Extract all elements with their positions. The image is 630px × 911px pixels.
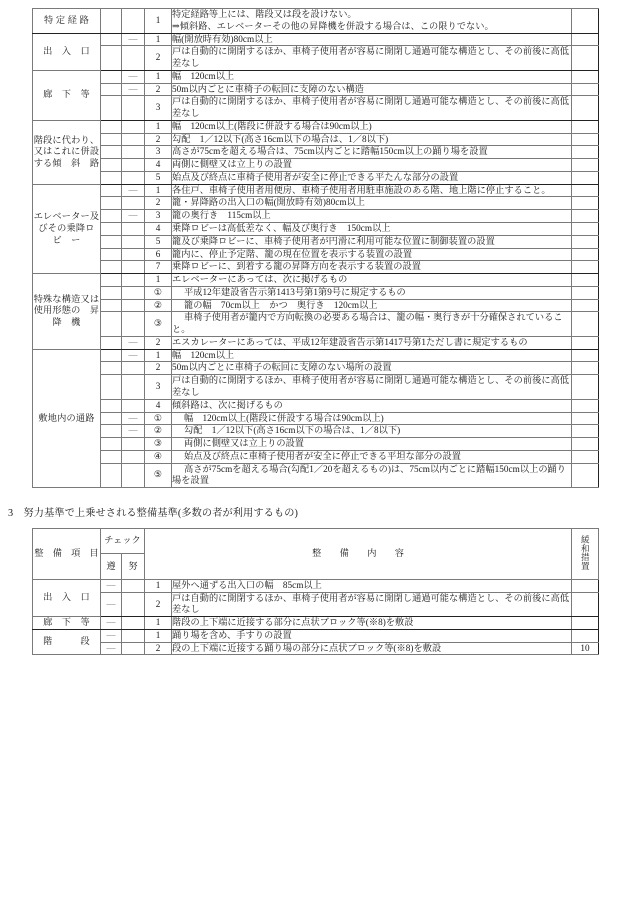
row-number: 7: [145, 261, 172, 274]
relaxation-cell: [572, 120, 599, 133]
relaxation-cell: [572, 184, 599, 197]
row-number: 1: [145, 70, 172, 83]
item-label-text: 特 定 経 路: [44, 14, 89, 25]
row-number: 3: [145, 96, 172, 121]
relaxation-cell: [572, 617, 599, 630]
check-cell-b[interactable]: —: [122, 336, 145, 349]
section-heading: 3 努力基準で上乗せされる整備基準(多数の者が利用するもの): [8, 508, 298, 520]
requirement-text: 戸は自動的に開閉するほか、車椅子使用者が容易に開閉し通過可能な構造とし、その前後に高低差なし: [172, 46, 572, 71]
relaxation-cell: [572, 362, 599, 375]
relaxation-cell: [572, 159, 599, 172]
check-cell-a[interactable]: [101, 261, 122, 274]
requirement-text: 戸は自動的に開閉するほか、車椅子使用者が容易に開閉し通過可能な構造とし、その前後に高低差なし: [172, 96, 572, 121]
check-cell-b[interactable]: [122, 312, 145, 337]
relaxation-cell: [572, 592, 599, 617]
table-row: [33, 261, 599, 274]
table-row: [33, 463, 599, 488]
check-cell-b[interactable]: —: [122, 210, 145, 223]
check-cell-a[interactable]: [101, 362, 122, 375]
item-label: [33, 274, 109, 350]
item-label: [33, 629, 101, 655]
table-row: [33, 286, 599, 299]
relaxation-cell: [572, 235, 599, 248]
row-number: 2: [145, 197, 172, 210]
check-cell-b[interactable]: [122, 146, 145, 159]
check-cell-b[interactable]: —: [122, 184, 145, 197]
relaxation-cell: [572, 96, 599, 121]
requirement-text: エレベーターにあっては、次に掲げるもの: [172, 274, 572, 287]
requirement-text: 高さが75cmを超える場合(勾配1／20を超えるもの)は、75cm以内ごとに踏幅150cm以上の踊り場を設置: [172, 463, 572, 488]
row-number: 5: [145, 235, 172, 248]
row-number: ②: [145, 299, 172, 312]
check-cell-a[interactable]: [101, 70, 122, 83]
table-row: [33, 133, 599, 146]
row-number: ③: [145, 312, 172, 337]
check-cell-b[interactable]: [122, 223, 145, 236]
check-cell-b[interactable]: [122, 248, 145, 261]
table-row: [33, 312, 599, 337]
requirement-text: 車椅子使用者が籠内で方向転換の必要ある場合は、籠の幅・奥行きが十分確保されていること。: [172, 312, 572, 337]
requirement-text: 幅 120cm以上(階段に併設する場合は90cm以上): [172, 120, 572, 133]
item-label: [33, 579, 101, 616]
row-number: 4: [145, 223, 172, 236]
check-cell-b[interactable]: [122, 399, 145, 412]
row-number: ①: [145, 286, 172, 299]
row-number: 1: [145, 617, 172, 630]
check-cell-b[interactable]: [122, 9, 145, 34]
table-row: [33, 274, 599, 287]
row-number: 3: [145, 375, 172, 400]
table-row: [33, 46, 599, 71]
relaxation-cell: [572, 425, 599, 438]
check-cell-a[interactable]: [101, 248, 122, 261]
check-cell-b[interactable]: [122, 286, 145, 299]
check-cell-b[interactable]: [122, 438, 145, 451]
row-number: 1: [145, 274, 172, 287]
requirement-text: 乗降ロビーは高低差なく、幅及び奥行き 150cm以上: [172, 223, 572, 236]
item-label: [33, 9, 101, 34]
table-row: [33, 120, 599, 133]
table1-body: [33, 9, 599, 488]
row-number: 1: [145, 120, 172, 133]
item-label: [33, 70, 101, 120]
relaxation-cell: [572, 579, 599, 592]
item-label-text: 出 入 口: [43, 592, 90, 603]
row-number: 3: [145, 210, 172, 223]
table-row: [33, 629, 599, 642]
relaxation-cell: [572, 399, 599, 412]
row-number: 1: [145, 629, 172, 642]
check-cell-b[interactable]: [122, 642, 145, 655]
header-check-a: 遵: [101, 554, 122, 579]
check-cell-b[interactable]: [122, 299, 145, 312]
table-row: [33, 197, 599, 210]
requirement-text: 戸は自動的に開閉するほか、車椅子使用者が容易に開閉し通過可能な構造とし、その前後に高低差なし: [172, 592, 572, 617]
requirement-text: 50m以内ごとに車椅子の転回に支障のない場所の設置: [172, 362, 572, 375]
row-number: 5: [145, 171, 172, 184]
requirement-text: 各住戸、車椅子使用者用便房、車椅子使用者用駐車施設のある階、地上階に停止すること。: [172, 184, 572, 197]
table-row: [33, 399, 599, 412]
requirement-text: 籠及び乗降ロビーに、車椅子使用者が円滑に利用可能な位置に制御装置の設置: [172, 235, 572, 248]
header-content-column: 整 備 内 容: [145, 529, 572, 580]
check-cell-b[interactable]: [122, 450, 145, 463]
requirement-text: 両側に側壁又は立上りの設置: [172, 438, 572, 451]
relaxation-cell: [572, 70, 599, 83]
item-label: [33, 184, 104, 273]
relaxation-cell: [572, 412, 599, 425]
table-row: [33, 617, 599, 630]
row-number: 2: [145, 133, 172, 146]
row-number: 2: [145, 83, 172, 96]
check-cell-b[interactable]: [122, 120, 145, 133]
item-label-text: 廊 下 等: [43, 89, 90, 100]
table-row: [33, 83, 599, 96]
requirement-text: 籠の幅 70cm以上 かつ 奥行き 120cm以上: [172, 299, 572, 312]
check-cell-a[interactable]: [101, 463, 122, 488]
check-cell-a[interactable]: [101, 375, 122, 400]
table-row: [33, 375, 599, 400]
requirement-text: 幅 120cm以上: [172, 70, 572, 83]
check-cell-a[interactable]: [101, 450, 122, 463]
table-row: [33, 33, 599, 46]
relaxation-cell: [572, 133, 599, 146]
table-row: [33, 146, 599, 159]
check-cell-b[interactable]: [122, 171, 145, 184]
row-number: 2: [145, 46, 172, 71]
table-row: [33, 159, 599, 172]
check-cell-a[interactable]: [101, 184, 122, 197]
row-number: 4: [145, 399, 172, 412]
table-row: [33, 96, 599, 121]
table-row: [33, 336, 599, 349]
row-number: 1: [145, 349, 172, 362]
check-cell-b[interactable]: [122, 463, 145, 488]
check-cell-b[interactable]: —: [122, 349, 145, 362]
requirement-text: エスカレーターにあっては、平成12年建設省告示第1417号第1ただし書に規定するもの: [172, 336, 572, 349]
check-cell-a[interactable]: [101, 438, 122, 451]
check-cell-a[interactable]: [101, 235, 122, 248]
table2-header-row-1: [33, 529, 599, 554]
relaxation-cell: [572, 171, 599, 184]
requirement-text: 階段の上下端に近接する部分に点状ブロック等(※8)を敷設: [172, 617, 572, 630]
table2-body: [33, 579, 599, 655]
relaxation-cell: [572, 450, 599, 463]
requirement-text: 50m以内ごとに車椅子の転回に支障のない構造: [172, 83, 572, 96]
check-cell-a[interactable]: [101, 46, 122, 71]
check-cell-a[interactable]: [101, 120, 122, 133]
relaxation-cell: [572, 210, 599, 223]
relaxation-cell: 10: [572, 642, 599, 655]
check-cell-a[interactable]: [101, 171, 122, 184]
row-number: 1: [145, 9, 172, 34]
requirement-text: 両側に側壁又は立上りの設置: [172, 159, 572, 172]
check-cell-a[interactable]: [101, 33, 122, 46]
row-number: ⑤: [145, 463, 172, 488]
standards-table-upper: [32, 8, 599, 488]
check-cell-a[interactable]: —: [101, 592, 122, 617]
check-cell-a[interactable]: [101, 9, 122, 34]
check-cell-b[interactable]: [122, 197, 145, 210]
check-cell-a[interactable]: [101, 133, 122, 146]
requirement-text: 特定経路等上には、階段又は段を設けない。 ⇒傾斜路、エレベーターその他の昇降機を併設する場合は、この限りでない。: [172, 9, 572, 34]
row-number: 2: [145, 592, 172, 617]
requirement-text: 幅 120cm以上(階段に併設する場合は90cm以上): [172, 412, 572, 425]
requirement-text: 勾配 1／12以下(高さ16cm以下の場合は、1／8以下): [172, 425, 572, 438]
check-cell-b[interactable]: [122, 46, 145, 71]
check-cell-b[interactable]: [122, 579, 145, 592]
item-label-text: 出 入 口: [43, 45, 90, 56]
table-row: [33, 248, 599, 261]
requirement-text: 始点及び終点に車椅子使用者が安全に停止できる平坦な部分の設置: [172, 450, 572, 463]
check-cell-b[interactable]: [122, 96, 145, 121]
check-cell-a[interactable]: —: [101, 642, 122, 655]
relaxation-cell: [572, 83, 599, 96]
relaxation-cell: [572, 299, 599, 312]
item-label-text: エレベーター及びその乗降ロ ビ ー: [33, 211, 104, 245]
check-cell-b[interactable]: [122, 261, 145, 274]
check-cell-b[interactable]: [122, 159, 145, 172]
row-number: 1: [145, 184, 172, 197]
relaxation-cell: [572, 629, 599, 642]
requirement-text: 籠の奥行き 115cm以上: [172, 210, 572, 223]
check-cell-b[interactable]: [122, 592, 145, 617]
relaxation-cell: [572, 33, 599, 46]
check-cell-a[interactable]: —: [101, 579, 122, 592]
check-cell-b[interactable]: —: [122, 425, 145, 438]
table-row: [33, 349, 599, 362]
check-cell-b[interactable]: [122, 375, 145, 400]
check-cell-b[interactable]: [122, 235, 145, 248]
row-number: 2: [145, 642, 172, 655]
item-label-text: 廊 下 等: [43, 617, 90, 628]
check-cell-a[interactable]: [101, 412, 122, 425]
requirement-text: 段の上下端に近接する踊り場の部分に点状ブロック等(※8)を敷設: [172, 642, 572, 655]
header-check-group: チェック: [101, 529, 145, 554]
check-cell-b[interactable]: [122, 617, 145, 630]
check-cell-a[interactable]: —: [101, 629, 122, 642]
check-cell-a[interactable]: [101, 274, 122, 287]
requirement-text: 戸は自動的に開閉するほか、車椅子使用者が容易に開閉し通過可能な構造とし、その前後に高低差なし: [172, 375, 572, 400]
check-cell-a[interactable]: [101, 96, 122, 121]
item-label: [33, 349, 101, 487]
item-label-text: 階 段: [43, 636, 90, 647]
relaxation-cell: [572, 9, 599, 34]
item-label: [33, 120, 101, 184]
check-cell-a[interactable]: [101, 197, 122, 210]
check-cell-b[interactable]: [122, 629, 145, 642]
relaxation-cell: [572, 46, 599, 71]
table-row: [33, 592, 599, 617]
table-row: [33, 412, 599, 425]
check-cell-a[interactable]: [101, 425, 122, 438]
relaxation-cell: [572, 261, 599, 274]
relaxation-cell: [572, 197, 599, 210]
requirement-text: 踊り場を含め、手すりの設置: [172, 629, 572, 642]
requirement-text: 幅 120cm以上: [172, 349, 572, 362]
relaxation-cell: [572, 349, 599, 362]
check-cell-b[interactable]: [122, 362, 145, 375]
requirement-text: 高さが75cmを超える場合は、75cm以内ごとに踏幅150cm以上の踊り場を設置: [172, 146, 572, 159]
table-row: [33, 210, 599, 223]
requirement-text: 屋外へ通ずる出入口の幅 85cm以上: [172, 579, 572, 592]
table-row: [33, 579, 599, 592]
relaxation-cell: [572, 463, 599, 488]
check-cell-a[interactable]: [101, 159, 122, 172]
check-cell-a[interactable]: [101, 146, 122, 159]
row-number: ④: [145, 450, 172, 463]
item-label-text: 敷地内の通路: [38, 412, 95, 423]
table-row: [33, 450, 599, 463]
requirement-text: 勾配 1／12以下(高さ16cm以下の場合は、1／8以下): [172, 133, 572, 146]
row-number: 6: [145, 248, 172, 261]
table2-head: [33, 529, 599, 580]
table-row: [33, 171, 599, 184]
item-label: [33, 33, 101, 70]
relaxation-cell: [572, 248, 599, 261]
item-label-text: 特殊な構造又は使用形態の 昇 降 機: [33, 293, 109, 328]
document-page: [0, 8, 630, 911]
check-cell-a[interactable]: [101, 312, 122, 337]
requirement-text: 乗降ロビーに、到着する籠の昇降方向を表示する装置の設置: [172, 261, 572, 274]
item-label: [33, 617, 101, 630]
requirement-text: 平成12年建設省告示第1413号第1第9号に規定するもの: [172, 286, 572, 299]
check-cell-a[interactable]: [101, 349, 122, 362]
row-number: 4: [145, 159, 172, 172]
relaxation-cell: [572, 223, 599, 236]
header-relaxation-label: 緩和措置: [580, 534, 591, 570]
requirement-text: 籠内に、停止予定階、籠の現在位置を表示する装置の設置: [172, 248, 572, 261]
check-cell-a[interactable]: [101, 83, 122, 96]
table-row: [33, 9, 599, 34]
row-number: 2: [145, 336, 172, 349]
relaxation-cell: [572, 375, 599, 400]
check-cell-b[interactable]: —: [122, 70, 145, 83]
requirement-text: 幅(開放時有効)80cm以上: [172, 33, 572, 46]
requirement-text: 傾斜路は、次に掲げるもの: [172, 399, 572, 412]
row-number: ②: [145, 425, 172, 438]
relaxation-cell: [572, 274, 599, 287]
check-cell-a[interactable]: [101, 336, 122, 349]
table-row: [33, 184, 599, 197]
standards-table-lower: [32, 528, 599, 655]
requirement-text: 籠・昇降路の出入口の幅(開放時有効)80cm以上: [172, 197, 572, 210]
table-row: [33, 235, 599, 248]
header-item-column: 整 備 項 目: [33, 529, 101, 580]
header-check-b: 努: [122, 554, 145, 579]
check-cell-a[interactable]: [101, 399, 122, 412]
row-number: ①: [145, 412, 172, 425]
check-cell-b[interactable]: [122, 274, 145, 287]
table-row: [33, 223, 599, 236]
table-row: [33, 425, 599, 438]
relaxation-cell: [572, 336, 599, 349]
table-row: [33, 70, 599, 83]
table-row: [33, 362, 599, 375]
check-cell-b[interactable]: [122, 133, 145, 146]
row-number: 1: [145, 33, 172, 46]
row-number: ③: [145, 438, 172, 451]
relaxation-cell: [572, 312, 599, 337]
check-cell-b[interactable]: —: [122, 33, 145, 46]
check-cell-a[interactable]: [101, 210, 122, 223]
table-row: [33, 299, 599, 312]
relaxation-cell: [572, 146, 599, 159]
row-number: 3: [145, 146, 172, 159]
item-label-text: 階段に代わり、又はこれに併設する傾 斜 路: [33, 134, 100, 169]
row-number: 1: [145, 579, 172, 592]
check-cell-b[interactable]: —: [122, 83, 145, 96]
row-number: 2: [145, 362, 172, 375]
table-row: [33, 642, 599, 655]
relaxation-cell: [572, 438, 599, 451]
table-row: [33, 438, 599, 451]
header-relaxation-column: [572, 529, 599, 580]
check-cell-b[interactable]: —: [122, 412, 145, 425]
check-cell-a[interactable]: —: [101, 617, 122, 630]
requirement-text: 始点及び終点に車椅子使用者が安全に停止できる平たんな部分の設置: [172, 171, 572, 184]
check-cell-a[interactable]: [101, 286, 122, 299]
relaxation-cell: [572, 286, 599, 299]
